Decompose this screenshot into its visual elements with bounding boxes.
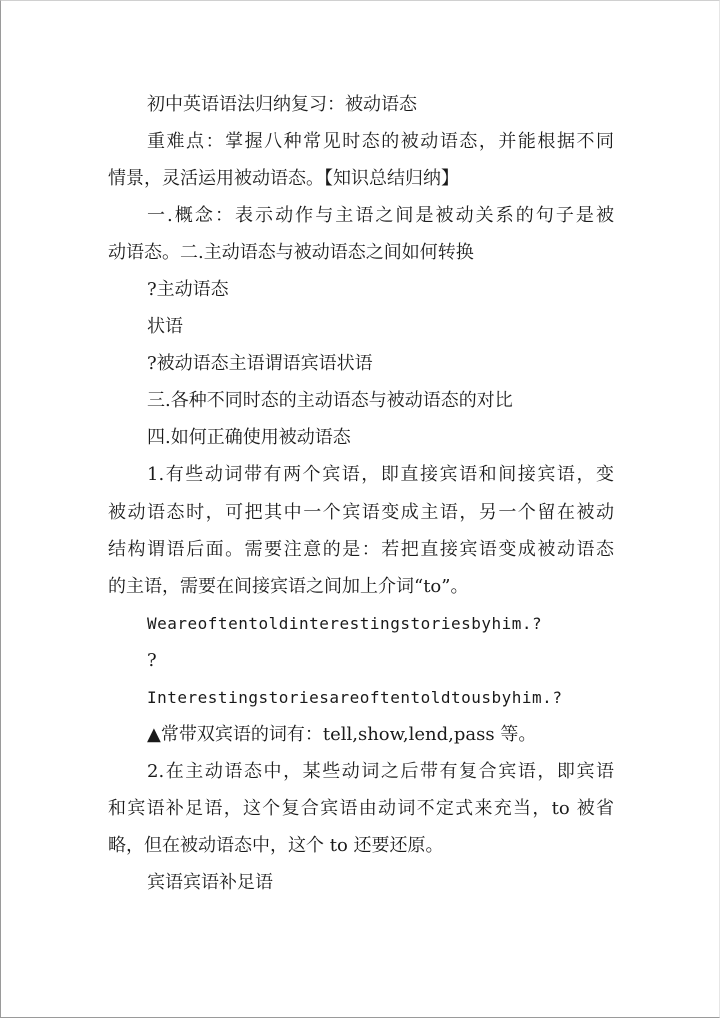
rule-1-line-3: 结构谓语后面。需要注意的是：若把直接宾语变成被动语态: [108, 538, 614, 560]
section-1-line-1: 一.概念：表示动作与主语之间是被动关系的句子是被: [147, 205, 614, 227]
rule-2-line-1: 2.在主动语态中，某些动词之后带有复合宾语，即宾语: [147, 760, 614, 782]
document-body: [108, 86, 614, 901]
rule-2-line-3: 略，但在被动语态中，这个 to 还要还原。: [108, 834, 444, 856]
rule-2-line-2: 和宾语补足语，这个复合宾语由动词不定式来充当，to 被省: [108, 797, 614, 819]
rule-1-line-1: 1.有些动词带有两个宾语，即直接宾语和间接宾语，变: [147, 464, 614, 486]
document-title: 初中英语语法归纳复习：被动语态: [147, 94, 417, 115]
active-voice-label: ?主动语态: [147, 279, 229, 301]
double-object-verbs-note: ▲常带双宾语的词有：tell,show,lend,pass 等。: [147, 723, 537, 745]
rule-1-line-4: 的主语，需要在间接宾语之间加上介词“to”。: [108, 575, 469, 597]
section-3-heading: 三.各种不同时态的主动语态与被动语态的对比: [147, 390, 513, 412]
example-1-passive-sentence: Interestingstoriesareoftentoldtousbyhim.?: [147, 687, 563, 707]
adverbial-label: 状语: [147, 316, 183, 338]
key-points-line-2: 情景，灵活运用被动语态。【知识总结归纳】: [108, 168, 459, 190]
section-4-heading: 四.如何正确使用被动语态: [147, 427, 351, 449]
section-1-line-2: 动语态。二.主动语态与被动语态之间如何转换: [108, 242, 474, 264]
example-1-separator: ?: [147, 649, 157, 671]
passive-voice-structure: ?被动语态主语谓语宾语状语: [147, 353, 373, 375]
object-complement-label: 宾语宾语补足语: [147, 871, 273, 893]
rule-1-line-2: 被动语态时，可把其中一个宾语变成主语，另一个留在被动: [108, 501, 614, 523]
key-points-line-1: 重难点：掌握八种常见时态的被动语态，并能根据不同: [147, 131, 614, 153]
example-1-active-sentence: Weareoftentoldinterestingstoriesbyhim.?: [147, 613, 543, 633]
